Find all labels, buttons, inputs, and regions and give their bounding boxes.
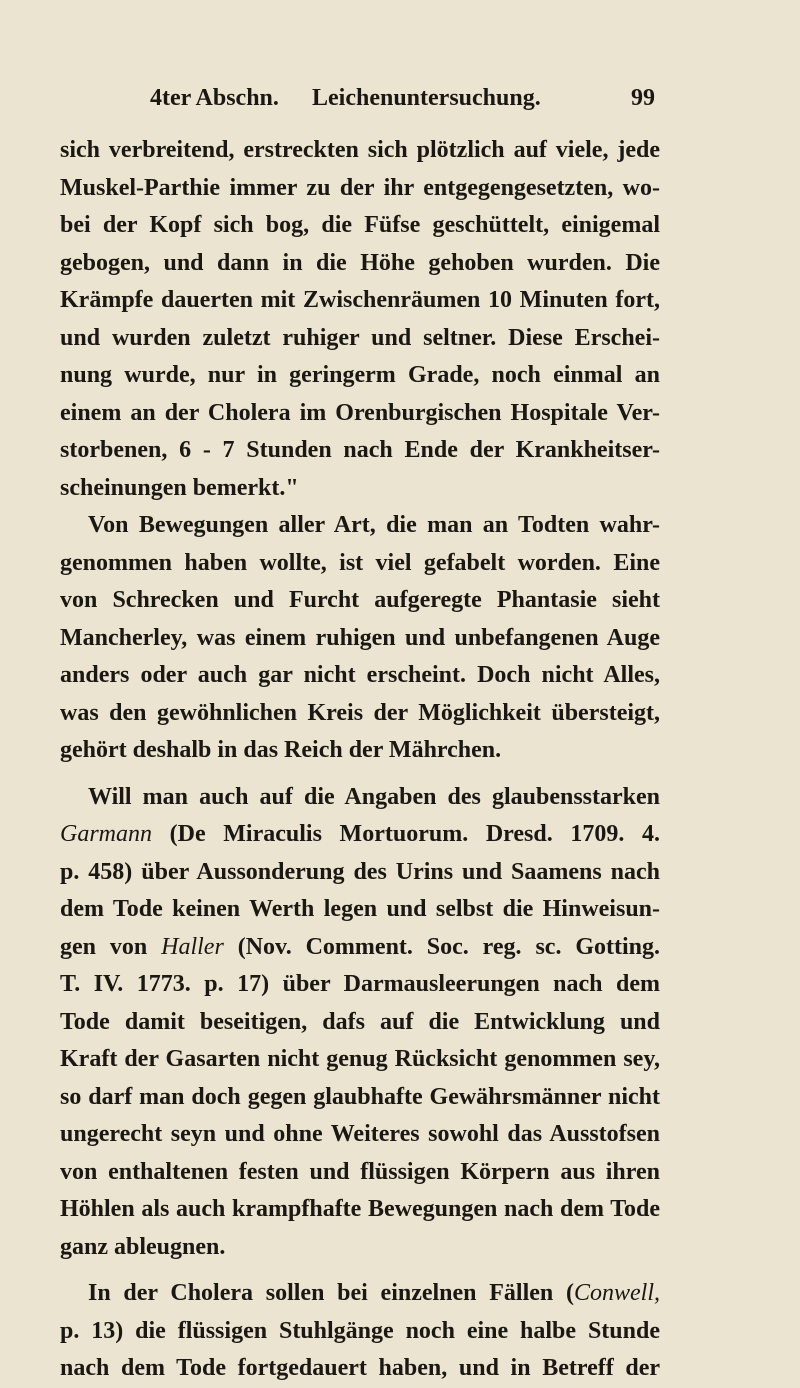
text-line: Höhlen als auch krampfhafte Bewegungen nach dem Tode [60, 1196, 660, 1222]
text-line: Muskel-Parthie immer zu der ihr entgegengesetzten, wo- [60, 174, 660, 201]
text-line: dem Tode keinen Werth legen und selbst die Hinweisun- [60, 896, 660, 922]
section-label: 4ter Abschn. [150, 85, 279, 111]
running-title: Leichenuntersuchung. [312, 85, 541, 111]
running-header [150, 80, 655, 116]
text-line: Tode damit beseitigen, dafs auf die Entwicklung und [60, 1008, 660, 1035]
text-line: von Schrecken und Furcht aufgeregte Phantasie sieht [60, 587, 660, 613]
text-line: nach dem Tode fortgedauert haben, und in Betreff der [60, 1355, 660, 1381]
text-line: genommen haben wollte, ist viel gefabelt worden. Eine [60, 549, 660, 576]
text-line: bei der Kopf sich bog, die Füfse geschüttelt, einigemal [60, 212, 660, 238]
text-line: ungerecht seyn und ohne Weiteres sowohl das Ausstofsen [60, 1121, 660, 1147]
text-line: scheinungen bemerkt." [60, 474, 299, 501]
text-line: was den gewöhnlichen Kreis der Möglichkeit übersteigt, [60, 699, 660, 726]
text-line: so darf man doch gegen glaubhafte Gewährsmänner nicht [60, 1083, 660, 1110]
text-line: einem an der Cholera im Orenburgischen Hospitale Ver- [60, 399, 660, 426]
text-line: Mancherley, was einem ruhigen und unbefangenen Auge [60, 624, 660, 651]
author-name-haller: Haller [161, 933, 224, 960]
text-line: p. 13) die flüssigen Stuhlgänge noch eine halbe Stunde [60, 1317, 660, 1344]
paragraph [60, 132, 660, 507]
text-line: anders oder auch gar nicht erscheint. Doch nicht Alles, [60, 662, 660, 688]
text-line: Von Bewegungen aller Art, die man an Todten wahr- [88, 512, 660, 538]
text-line: p. 458) über Aussonderung des Urins und Saamens nach [60, 858, 660, 885]
text-line: Kraft der Gasarten nicht genug Rücksicht genommen sey, [60, 1046, 660, 1072]
author-name-garmann: Garmann [60, 821, 153, 847]
text-line: Garmann (De Miraculis Mortuorum. Dresd. 1709. 4. [60, 821, 660, 847]
body-text [60, 132, 660, 1388]
text-line: storbenen, 6 - 7 Stunden nach Ende der Krankheitser- [60, 437, 660, 463]
text-line: Krämpfe dauerten mit Zwischenräumen 10 Minuten fort, [60, 287, 660, 313]
text-line: sich verbreitend, erstreckten sich plötzlich auf viele, jede [60, 137, 660, 163]
text-line: ganz ableugnen. [60, 1233, 226, 1260]
text-line: gebogen, und dann in die Höhe gehoben wurden. Die [60, 249, 660, 276]
page-number: 99 [631, 85, 655, 111]
paragraph [60, 1275, 660, 1388]
paragraph [60, 507, 660, 770]
text-line: In der Cholera sollen bei einzelnen Fällen (Conwell, [88, 1280, 660, 1306]
text-line: nung wurde, nur in geringerm Grade, noch einmal an [60, 362, 660, 388]
text-line: T. IV. 1773. p. 17) über Darmausleerungen nach dem [60, 971, 660, 997]
text-line: und wurden zuletzt ruhiger und seltner. Diese Erschei- [60, 324, 660, 351]
text-line: Will man auch auf die Angaben des glaubensstarken [88, 783, 660, 810]
author-name-conwell: Conwell, [573, 1280, 660, 1306]
text-line: von enthaltenen festen und flüssigen Körpern aus ihren [60, 1158, 660, 1185]
paragraph [60, 779, 660, 1267]
text-line: gen von Haller (Nov. Comment. Soc. reg. sc. Gotting. [60, 933, 660, 960]
text-line: gehört deshalb in das Reich der Mährchen. [60, 737, 502, 763]
